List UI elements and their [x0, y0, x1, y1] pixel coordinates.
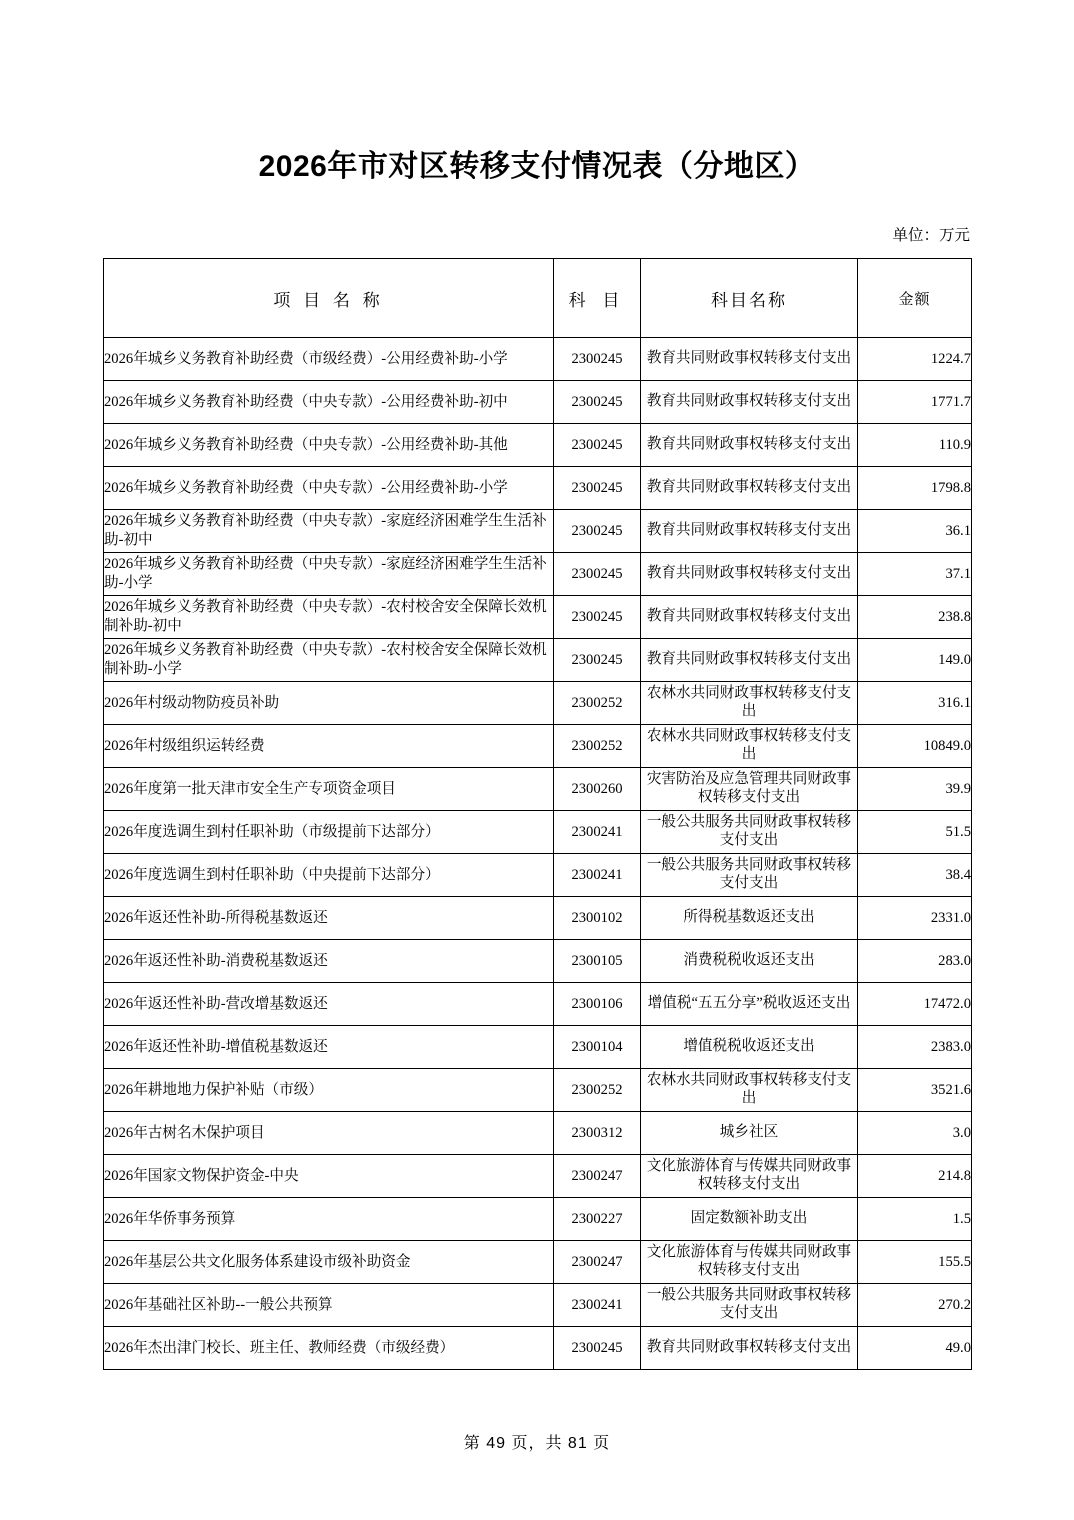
cell-subject-name: 固定数额补助支出 — [641, 1198, 858, 1241]
cell-subject-name: 教育共同财政事权转移支付支出 — [641, 510, 858, 553]
cell-amount: 1771.7 — [858, 381, 972, 424]
table-row — [104, 682, 972, 725]
cell-item-name: 2026年返还性补助-增值税基数返还 — [104, 1026, 554, 1069]
cell-subject-name: 教育共同财政事权转移支付支出 — [641, 381, 858, 424]
cell-amount: 214.8 — [858, 1155, 972, 1198]
cell-code: 2300245 — [554, 381, 641, 424]
cell-item-name: 2026年基层公共文化服务体系建设市级补助资金 — [104, 1241, 554, 1284]
cell-amount: 270.2 — [858, 1284, 972, 1327]
table-row — [104, 381, 972, 424]
cell-subject-name: 教育共同财政事权转移支付支出 — [641, 467, 858, 510]
unit-label: 单位：万元 — [892, 227, 970, 244]
cell-item-name: 2026年度选调生到村任职补助（中央提前下达部分） — [104, 854, 554, 897]
cell-amount: 49.0 — [858, 1327, 972, 1370]
cell-item-name: 2026年城乡义务教育补助经费（中央专款）-公用经费补助-初中 — [104, 381, 554, 424]
cell-amount: 238.8 — [858, 596, 972, 639]
transfer-payment-table-container — [103, 258, 971, 1370]
cell-code: 2300247 — [554, 1155, 641, 1198]
cell-amount: 1.5 — [858, 1198, 972, 1241]
cell-amount: 110.9 — [858, 424, 972, 467]
table-header — [104, 259, 972, 338]
cell-item-name: 2026年村级动物防疫员补助 — [104, 682, 554, 725]
transfer-payment-table — [103, 258, 972, 1370]
cell-code: 2300245 — [554, 467, 641, 510]
table-row — [104, 639, 972, 682]
cell-amount: 3521.6 — [858, 1069, 972, 1112]
cell-subject-name: 文化旅游体育与传媒共同财政事权转移支付支出 — [641, 1155, 858, 1198]
cell-subject-name: 教育共同财政事权转移支付支出 — [641, 553, 858, 596]
cell-subject-name: 城乡社区 — [641, 1112, 858, 1155]
table-row — [104, 897, 972, 940]
cell-subject-name: 一般公共服务共同财政事权转移支付支出 — [641, 854, 858, 897]
cell-subject-name: 教育共同财政事权转移支付支出 — [641, 424, 858, 467]
cell-code: 2300247 — [554, 1241, 641, 1284]
table-row — [104, 768, 972, 811]
cell-amount: 2383.0 — [858, 1026, 972, 1069]
cell-item-name: 2026年城乡义务教育补助经费（中央专款）-家庭经济困难学生生活补助-初中 — [104, 510, 554, 553]
table-row — [104, 1155, 972, 1198]
cell-amount: 149.0 — [858, 639, 972, 682]
cell-subject-name: 教育共同财政事权转移支付支出 — [641, 1327, 858, 1370]
table-row — [104, 467, 972, 510]
cell-amount: 2331.0 — [858, 897, 972, 940]
cell-code: 2300252 — [554, 682, 641, 725]
cell-amount: 1224.7 — [858, 338, 972, 381]
cell-item-name: 2026年耕地地力保护补贴（市级） — [104, 1069, 554, 1112]
cell-item-name: 2026年返还性补助-营改增基数返还 — [104, 983, 554, 1026]
cell-code: 2300245 — [554, 553, 641, 596]
cell-subject-name: 增值税“五五分享”税收返还支出 — [641, 983, 858, 1026]
cell-code: 2300252 — [554, 725, 641, 768]
column-header-code: 科 目 — [554, 259, 641, 338]
page-title: 2026年市对区转移支付情况表（分地区） — [258, 150, 816, 183]
cell-subject-name: 消费税税收返还支出 — [641, 940, 858, 983]
table-row — [104, 811, 972, 854]
cell-amount: 17472.0 — [858, 983, 972, 1026]
table-row — [104, 1112, 972, 1155]
cell-code: 2300104 — [554, 1026, 641, 1069]
cell-code: 2300227 — [554, 1198, 641, 1241]
column-header-item-name: 项 目 名 称 — [104, 259, 554, 338]
cell-subject-name: 灾害防治及应急管理共同财政事权转移支付支出 — [641, 768, 858, 811]
table-row — [104, 553, 972, 596]
cell-amount: 316.1 — [858, 682, 972, 725]
table-row — [104, 1026, 972, 1069]
cell-amount: 36.1 — [858, 510, 972, 553]
cell-item-name: 2026年返还性补助-所得税基数返还 — [104, 897, 554, 940]
table-row — [104, 940, 972, 983]
cell-item-name: 2026年城乡义务教育补助经费（中央专款）-公用经费补助-小学 — [104, 467, 554, 510]
cell-code: 2300252 — [554, 1069, 641, 1112]
cell-subject-name: 农林水共同财政事权转移支付支出 — [641, 1069, 858, 1112]
cell-item-name: 2026年基础社区补助--一般公共预算 — [104, 1284, 554, 1327]
cell-subject-name: 教育共同财政事权转移支付支出 — [641, 596, 858, 639]
cell-item-name: 2026年古树名木保护项目 — [104, 1112, 554, 1155]
cell-subject-name: 农林水共同财政事权转移支付支出 — [641, 682, 858, 725]
cell-item-name: 2026年华侨事务预算 — [104, 1198, 554, 1241]
cell-code: 2300241 — [554, 811, 641, 854]
cell-amount: 39.9 — [858, 768, 972, 811]
cell-code: 2300245 — [554, 510, 641, 553]
cell-item-name: 2026年国家文物保护资金-中央 — [104, 1155, 554, 1198]
cell-code: 2300105 — [554, 940, 641, 983]
cell-subject-name: 一般公共服务共同财政事权转移支付支出 — [641, 811, 858, 854]
cell-amount: 283.0 — [858, 940, 972, 983]
table-row — [104, 1284, 972, 1327]
cell-code: 2300260 — [554, 768, 641, 811]
cell-code: 2300245 — [554, 338, 641, 381]
table-row — [104, 510, 972, 553]
table-row — [104, 983, 972, 1026]
cell-subject-name: 文化旅游体育与传媒共同财政事权转移支付支出 — [641, 1241, 858, 1284]
cell-item-name: 2026年城乡义务教育补助经费（中央专款）-公用经费补助-其他 — [104, 424, 554, 467]
cell-item-name: 2026年城乡义务教育补助经费（中央专款）-家庭经济困难学生生活补助-小学 — [104, 553, 554, 596]
table-row — [104, 1198, 972, 1241]
cell-subject-name: 教育共同财政事权转移支付支出 — [641, 639, 858, 682]
table-row — [104, 725, 972, 768]
cell-item-name: 2026年度选调生到村任职补助（市级提前下达部分） — [104, 811, 554, 854]
cell-code: 2300245 — [554, 596, 641, 639]
cell-item-name: 2026年城乡义务教育补助经费（中央专款）-农村校舍安全保障长效机制补助-初中 — [104, 596, 554, 639]
cell-code: 2300106 — [554, 983, 641, 1026]
cell-subject-name: 所得税基数返还支出 — [641, 897, 858, 940]
cell-item-name: 2026年度第一批天津市安全生产专项资金项目 — [104, 768, 554, 811]
table-row — [104, 424, 972, 467]
cell-amount: 1798.8 — [858, 467, 972, 510]
cell-subject-name: 教育共同财政事权转移支付支出 — [641, 338, 858, 381]
cell-amount: 51.5 — [858, 811, 972, 854]
cell-item-name: 2026年村级组织运转经费 — [104, 725, 554, 768]
cell-subject-name: 增值税税收返还支出 — [641, 1026, 858, 1069]
column-header-amount: 金额 — [858, 259, 972, 338]
table-row — [104, 338, 972, 381]
cell-code: 2300312 — [554, 1112, 641, 1155]
page-footer: 第 49 页，共 81 页 — [463, 1435, 611, 1452]
cell-code: 2300241 — [554, 1284, 641, 1327]
cell-item-name: 2026年城乡义务教育补助经费（市级经费）-公用经费补助-小学 — [104, 338, 554, 381]
table-body — [104, 338, 972, 1370]
cell-item-name: 2026年杰出津门校长、班主任、教师经费（市级经费） — [104, 1327, 554, 1370]
cell-subject-name: 农林水共同财政事权转移支付支出 — [641, 725, 858, 768]
cell-code: 2300245 — [554, 424, 641, 467]
cell-amount: 37.1 — [858, 553, 972, 596]
cell-amount: 38.4 — [858, 854, 972, 897]
table-row — [104, 1241, 972, 1284]
cell-code: 2300102 — [554, 897, 641, 940]
cell-amount: 10849.0 — [858, 725, 972, 768]
cell-code: 2300241 — [554, 854, 641, 897]
table-row — [104, 854, 972, 897]
table-row — [104, 596, 972, 639]
table-header-row — [104, 259, 972, 338]
cell-code: 2300245 — [554, 1327, 641, 1370]
column-header-subject-name: 科目名称 — [641, 259, 858, 338]
table-row — [104, 1069, 972, 1112]
cell-amount: 155.5 — [858, 1241, 972, 1284]
cell-subject-name: 一般公共服务共同财政事权转移支付支出 — [641, 1284, 858, 1327]
cell-item-name: 2026年城乡义务教育补助经费（中央专款）-农村校舍安全保障长效机制补助-小学 — [104, 639, 554, 682]
cell-item-name: 2026年返还性补助-消费税基数返还 — [104, 940, 554, 983]
cell-amount: 3.0 — [858, 1112, 972, 1155]
table-row — [104, 1327, 972, 1370]
cell-code: 2300245 — [554, 639, 641, 682]
